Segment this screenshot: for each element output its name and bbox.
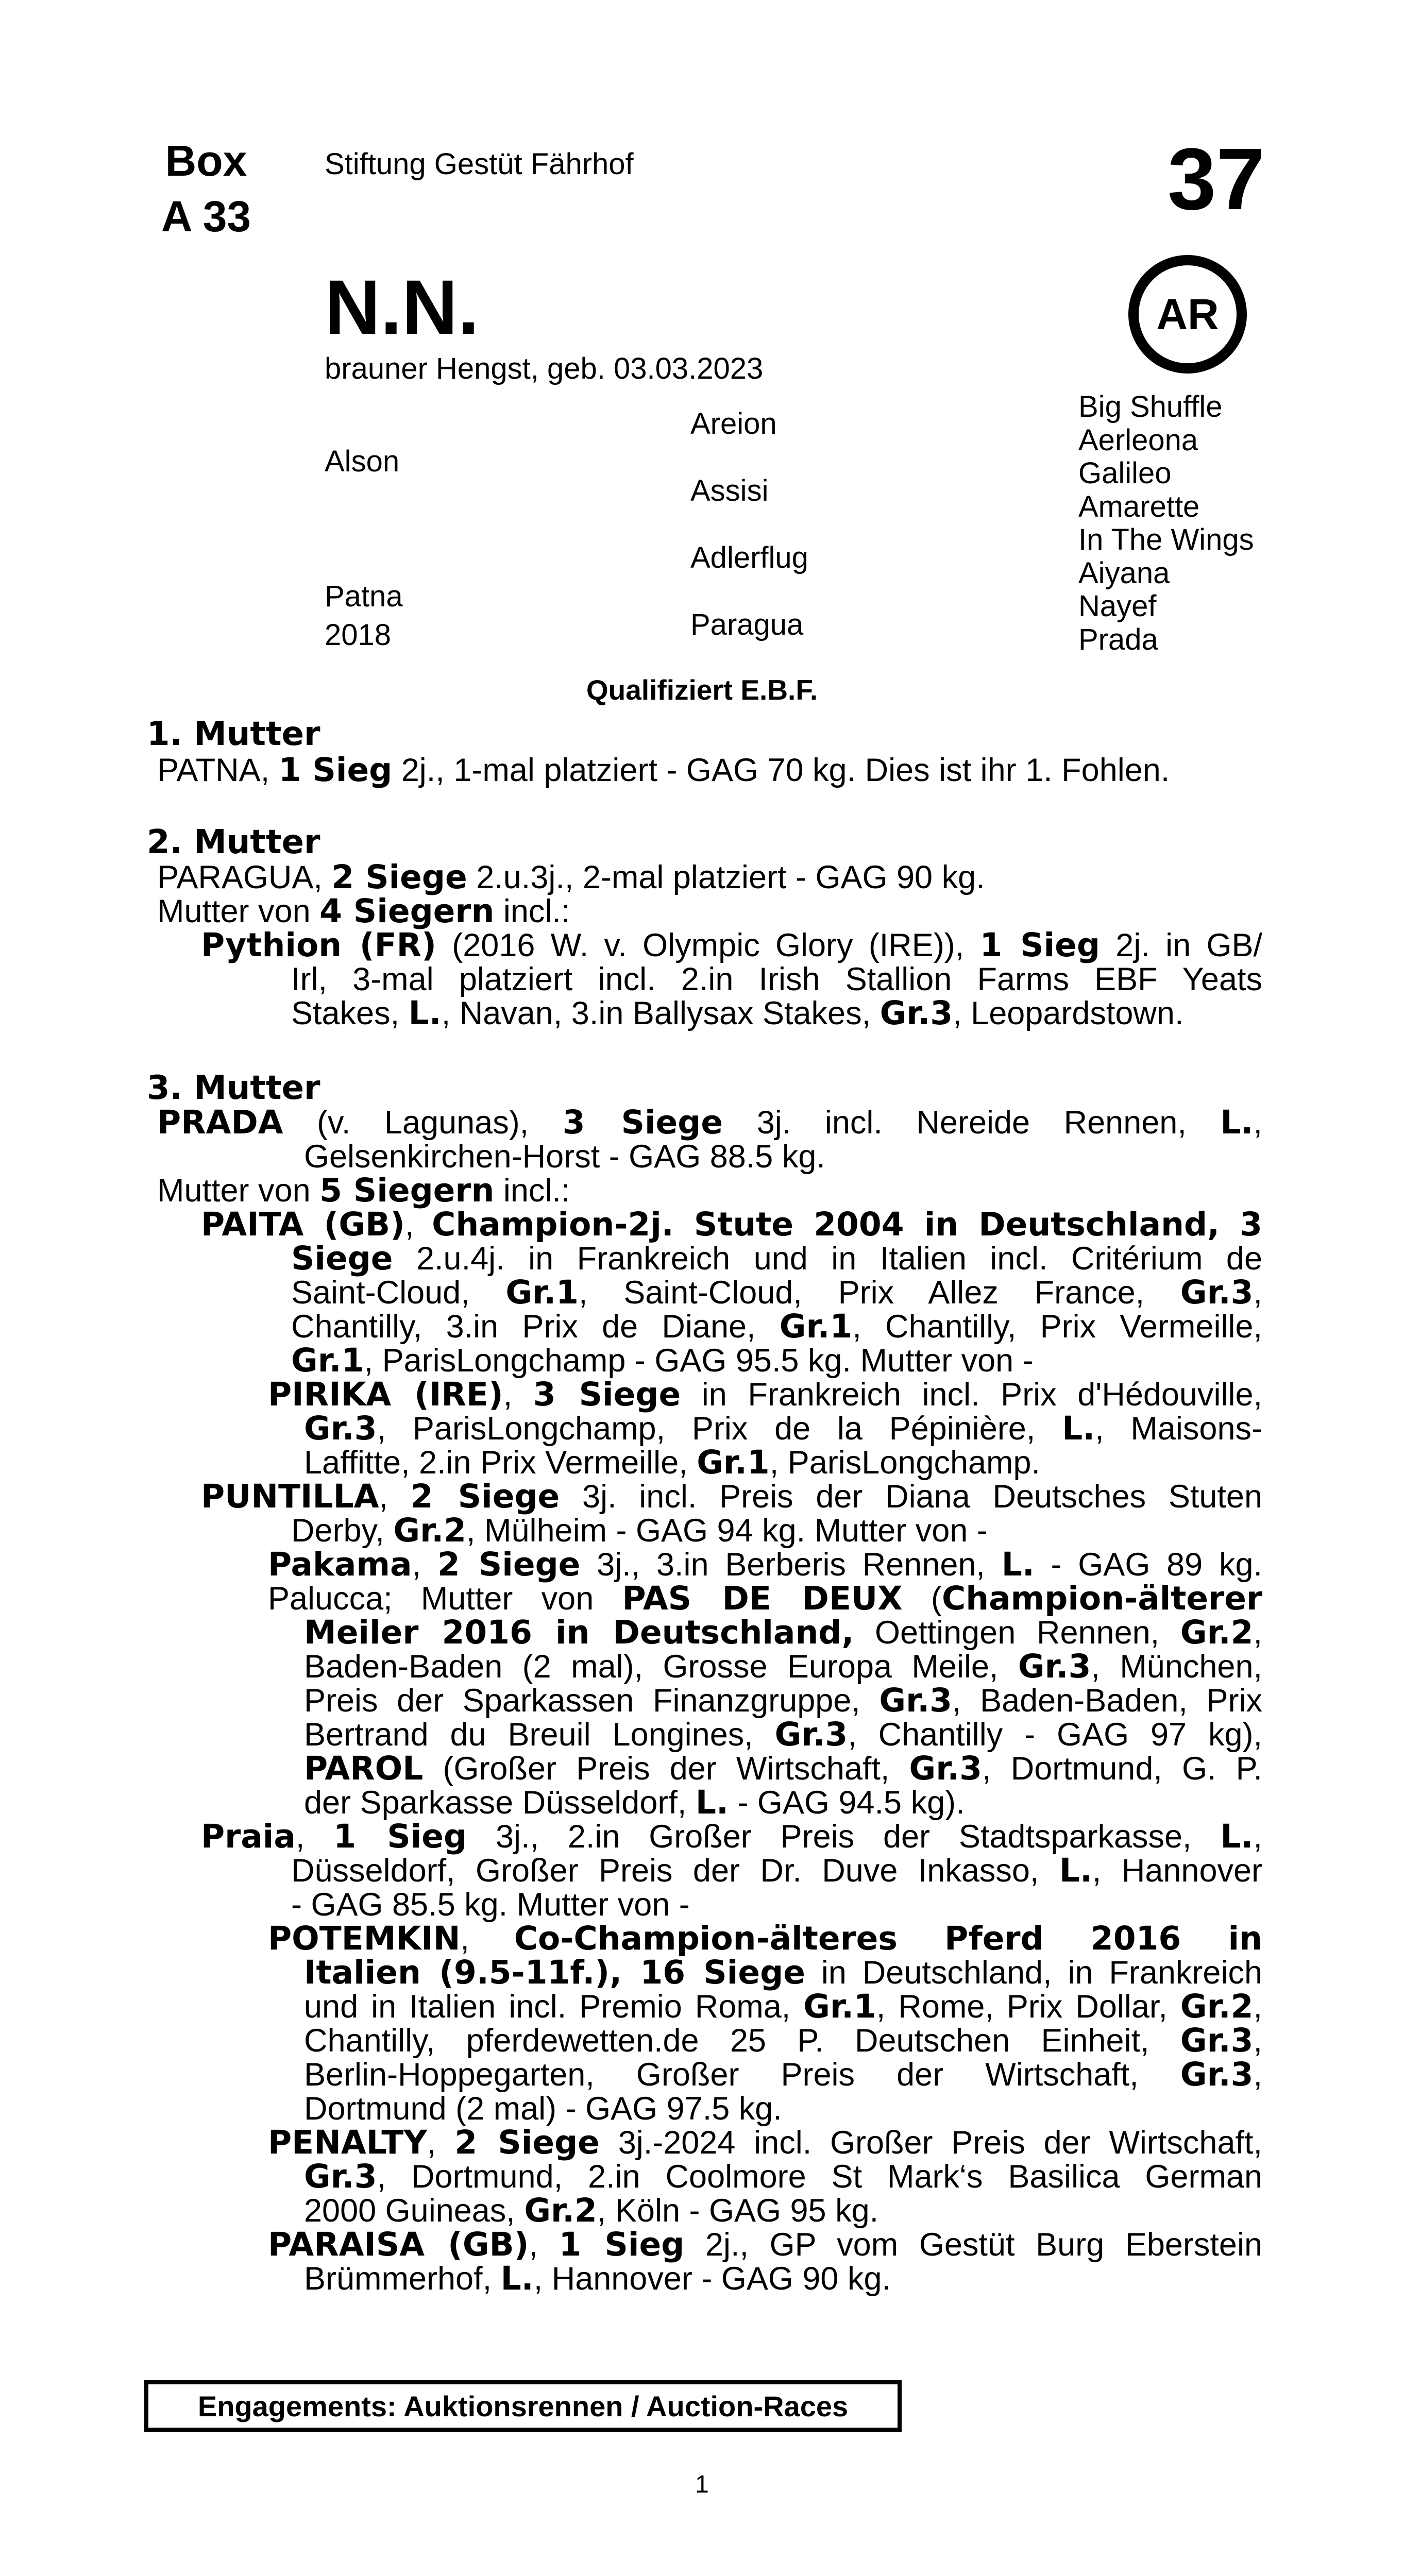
pirika-line2: Gr.3, ParisLongchamp, Prix de la Pépinière, L., Maisons- [304,1410,1262,1447]
paita-line3: Saint-Cloud, Gr.1, Saint-Cloud, Prix Allez France, Gr.3, [291,1274,1262,1311]
potemkin-line3: und in Italien incl. Premio Roma, Gr.1, Rome, Prix Dollar, Gr.2, [304,1988,1262,2025]
pirika-line3: Laffitte, 2.in Prix Vermeille, Gr.1, ParisLongchamp. [304,1444,1041,1481]
pedigree-sire-dam: Assisi [690,474,769,507]
s2-line2: Mutter von 4 Siegern incl.: [157,892,570,930]
pedigree-gg-4: Amarette [1078,489,1200,523]
potemkin-line5: Berlin-Hoppegarten, Großer Preis der Wirtschaft, Gr.3, [304,2056,1262,2093]
praia-line2: Düsseldorf, Großer Preis der Dr. Duve Inkasso, L., Hannover [291,1852,1263,1889]
pakama-line2: Palucca; Mutter von PAS DE DEUX (Champion-älterer [268,1580,1263,1617]
pedigree-sire-sire: Areion [690,407,777,440]
pythion-line2: Irl, 3-mal platziert incl. 2.in Irish Stallion Farms EBF Yeats [291,961,1262,997]
paita-line2: Siege 2.u.4j. in Frankreich und in Italien incl. Critérium de [291,1240,1262,1277]
prada-line2: Gelsenkirchen-Horst - GAG 88.5 kg. [304,1139,825,1175]
potemkin-line6: Dortmund (2 mal) - GAG 97.5 kg. [304,2091,782,2127]
penalty-line2: Gr.3, Dortmund, 2.in Coolmore St Mark‘s Basilica German [304,2158,1262,2195]
horse-description: brauner Hengst, geb. 03.03.2023 [325,352,764,385]
section-title-1: 1. Mutter [147,715,320,753]
penalty-line1: PENALTY, 2 Siege 3j.-2024 incl. Großer Preis der Wirtschaft, [268,2124,1262,2161]
prada-line1: PRADA (v. Lagunas), 3 Siege 3j. incl. Nereide Rennen, L., [157,1104,1262,1141]
pythion-line1: Pythion (FR) (2016 W. v. Olympic Glory (IRE)), 1 Sieg 2j. in GB/ [201,926,1263,964]
potemkin-line2: Italien (9.5-11f.), 16 Siege in Deutschland, in Frankreich [304,1954,1262,1991]
pakama-line3: Meiler 2016 in Deutschland, Oettingen Rennen, Gr.2, [304,1614,1262,1651]
pakama-line1: Pakama, 2 Siege 3j., 3.in Berberis Rennen, L. - GAG 89 kg. [268,1546,1262,1583]
paita-line4: Chantilly, 3.in Prix de Diane, Gr.1, Chantilly, Prix Vermeille, [291,1308,1262,1345]
penalty-line3: 2000 Guineas, Gr.2, Köln - GAG 95 kg. [304,2192,879,2229]
pedigree-gg-7: Nayef [1078,589,1157,623]
pakama-line8: der Sparkasse Düsseldorf, L. - GAG 94.5 kg). [304,1784,965,1821]
pedigree-dam-year: 2018 [325,618,392,652]
qualification: Qualifiziert E.B.F. [586,674,818,706]
paraisa-line1: PARAISA (GB), 1 Sieg 2j., GP vom Gestüt Burg Eberstein [268,2226,1262,2263]
potemkin-line4: Chantilly, pferdewetten.de 25 P. Deutschen Einheit, Gr.3, [304,2022,1262,2059]
pakama-line5: Preis der Sparkassen Finanzgruppe, Gr.3, Baden-Baden, Prix [304,1682,1262,1719]
pakama-line6: Bertrand du Breuil Longines, Gr.3, Chantilly - GAG 97 kg), [304,1716,1262,1753]
pedigree-sire: Alson [325,445,400,478]
pythion-line3: Stakes, L., Navan, 3.in Ballysax Stakes, Gr.3, Leopardstown. [291,994,1184,1032]
paita-line1: PAITA (GB), Champion-2j. Stute 2004 in Deutschland, 3 [201,1206,1262,1243]
pedigree-dam: Patna [325,580,403,613]
potemkin-line1: POTEMKIN, Co-Champion-älteres Pferd 2016 in [268,1920,1262,1957]
s3-mutter-von: Mutter von 5 Siegern incl.: [157,1172,570,1209]
ar-badge [1128,255,1247,374]
pedigree-great-grandparents [1078,391,1254,656]
paita-line5: Gr.1, ParisLongchamp - GAG 95.5 kg. Mutter von - [291,1342,1034,1379]
engagements-box [144,2380,902,2432]
s1-line1: PATNA, 1 Sieg 2j., 1-mal platziert - GAG 70 kg. Dies ist ihr 1. Fohlen. [157,751,1170,789]
section-title-3: 3. Mutter [147,1069,320,1107]
pedigree-dam-dam: Paragua [690,608,804,641]
ar-badge-text: AR [1156,290,1219,338]
paraisa-line2: Brümmerhof, L., Hannover - GAG 90 kg. [304,2260,891,2297]
section-title-2: 2. Mutter [147,823,320,861]
page-number: 1 [695,2471,709,2498]
box-label-line2: A 33 [161,192,251,241]
puntilla-line2: Derby, Gr.2, Mülheim - GAG 94 kg. Mutter von - [291,1512,988,1549]
pedigree-gg-6: Aiyana [1078,556,1170,590]
pirika-line1: PIRIKA (IRE), 3 Siege in Frankreich incl. Prix d'Hédouville, [268,1376,1262,1413]
pedigree-gg-8: Prada [1078,622,1158,656]
s2-line1: PARAGUA, 2 Siege 2.u.3j., 2-mal platziert - GAG 90 kg. [157,858,985,896]
box-label [149,133,263,244]
pakama-line7: PAROL (Großer Preis der Wirtschaft, Gr.3, Dortmund, G. P. [304,1750,1262,1787]
praia-line1: Praia, 1 Sieg 3j., 2.in Großer Preis der Stadtsparkasse, L., [201,1818,1262,1855]
lot-number: 37 [1167,130,1265,228]
praia-line3: - GAG 85.5 kg. Mutter von - [291,1887,690,1923]
pedigree-dam-sire: Adlerflug [690,541,808,574]
breeder: Stiftung Gestüt Fährhof [325,147,634,181]
pedigree-gg-2: Aerleona [1078,423,1198,457]
engagements-text: Engagements: Auktionsrennen / Auction-Races [197,2389,849,2422]
puntilla-line1: PUNTILLA, 2 Siege 3j. incl. Preis der Diana Deutsches Stuten [201,1478,1262,1515]
box-label-line1: Box [165,137,247,185]
pakama-line4: Baden-Baden (2 mal), Grosse Europa Meile, Gr.3, München, [304,1648,1262,1685]
pedigree-gg-1: Big Shuffle [1078,390,1223,423]
pedigree-gg-3: Galileo [1078,456,1172,490]
pedigree-gg-5: In The Wings [1078,523,1254,556]
horse-name: N.N. [325,264,479,350]
